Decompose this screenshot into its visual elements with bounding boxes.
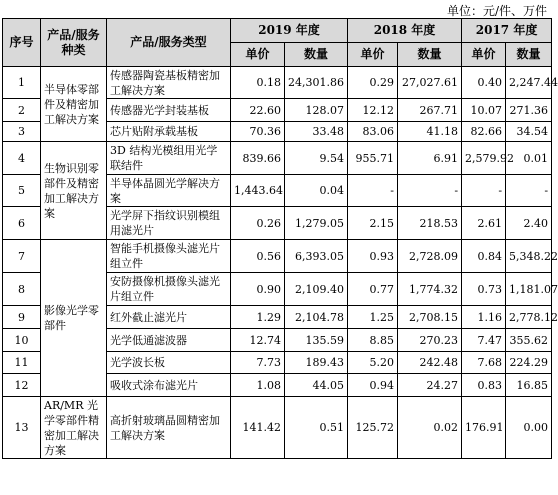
cell-seq: 13 <box>3 397 41 459</box>
cell-seq: 10 <box>3 329 41 352</box>
cell-qty-2017: 355.62 <box>506 329 552 352</box>
unit-note: 单位：元/件、万件 <box>446 4 547 18</box>
cell-qty-2018: 218.53 <box>398 207 462 240</box>
header-2017: 2017 年度 <box>462 19 552 43</box>
cell-price-2017: 7.68 <box>462 352 506 374</box>
cell-type: 芯片贴附承载基板 <box>107 122 231 142</box>
table-row <box>3 240 552 273</box>
cell-qty-2017: 0.01 <box>506 142 552 175</box>
category-cell: 半导体零部件及精密加工解决方案 <box>41 67 107 142</box>
cell-seq: 7 <box>3 240 41 273</box>
cell-price-2017: 82.66 <box>462 122 506 142</box>
cell-price-2018: 125.72 <box>348 397 398 459</box>
cell-qty-2017: - <box>506 175 552 207</box>
cell-qty-2017: 1,181.07 <box>506 273 552 306</box>
cell-type: 光学波长板 <box>107 352 231 374</box>
cell-seq: 9 <box>3 306 41 329</box>
cell-price-2018: 0.94 <box>348 374 398 397</box>
cell-price-2017: 1.16 <box>462 306 506 329</box>
cell-qty-2019: 44.05 <box>285 374 348 397</box>
cell-price-2019: 0.18 <box>231 67 285 99</box>
cell-type: 吸收式涂布滤光片 <box>107 374 231 397</box>
cell-qty-2017: 2,247.44 <box>506 67 552 99</box>
cell-price-2018: 2.15 <box>348 207 398 240</box>
cell-seq: 1 <box>3 67 41 99</box>
cell-price-2019: 22.60 <box>231 99 285 122</box>
cell-price-2017: 2,579.92 <box>462 142 506 175</box>
category-cell: AR/MR 光学零部件精密加工解决方案 <box>41 397 107 459</box>
cell-price-2018: 83.06 <box>348 122 398 142</box>
table-row <box>3 142 552 175</box>
cell-qty-2017: 16.85 <box>506 374 552 397</box>
cell-price-2017: 176.91 <box>462 397 506 459</box>
cell-price-2019: 1.08 <box>231 374 285 397</box>
cell-price-2017: 0.73 <box>462 273 506 306</box>
cell-qty-2017: 224.29 <box>506 352 552 374</box>
cell-qty-2018: 0.02 <box>398 397 462 459</box>
cell-price-2019: 0.56 <box>231 240 285 273</box>
cell-qty-2018: 1,774.32 <box>398 273 462 306</box>
cell-price-2018: 955.71 <box>348 142 398 175</box>
cell-price-2017: 2.61 <box>462 207 506 240</box>
cell-seq: 5 <box>3 175 41 207</box>
cell-qty-2018: 242.48 <box>398 352 462 374</box>
cell-qty-2019: 128.07 <box>285 99 348 122</box>
cell-price-2017: 0.40 <box>462 67 506 99</box>
category-cell: 生物识别零部件及精密加工解决方案 <box>41 142 107 240</box>
header-seq: 序号 <box>3 19 41 67</box>
cell-price-2019: 1,443.64 <box>231 175 285 207</box>
cell-qty-2019: 2,109.40 <box>285 273 348 306</box>
cell-type: 3D 结构光模组用光学联结件 <box>107 142 231 175</box>
cell-price-2018: 8.85 <box>348 329 398 352</box>
cell-qty-2017: 0.00 <box>506 397 552 459</box>
cell-seq: 6 <box>3 207 41 240</box>
cell-qty-2017: 2.40 <box>506 207 552 240</box>
cell-type: 高折射玻璃晶圆精密加工解决方案 <box>107 397 231 459</box>
cell-type: 光学低通滤波器 <box>107 329 231 352</box>
cell-qty-2019: 0.04 <box>285 175 348 207</box>
cell-type: 传感器陶瓷基板精密加工解决方案 <box>107 67 231 99</box>
cell-qty-2018: 41.18 <box>398 122 462 142</box>
cell-price-2018: 1.25 <box>348 306 398 329</box>
cell-price-2017: 7.47 <box>462 329 506 352</box>
cell-qty-2018: 267.71 <box>398 99 462 122</box>
header-qty-2018: 数量 <box>398 43 462 67</box>
cell-price-2019: 141.42 <box>231 397 285 459</box>
cell-qty-2017: 5,348.22 <box>506 240 552 273</box>
cell-price-2019: 12.74 <box>231 329 285 352</box>
cell-price-2019: 7.73 <box>231 352 285 374</box>
cell-price-2019: 1.29 <box>231 306 285 329</box>
cell-qty-2019: 1,279.05 <box>285 207 348 240</box>
cell-price-2017: 0.83 <box>462 374 506 397</box>
header-2019: 2019 年度 <box>231 19 348 43</box>
cell-qty-2019: 33.48 <box>285 122 348 142</box>
cell-price-2018: 0.77 <box>348 273 398 306</box>
cell-type: 安防摄像机摄像头滤光片组立件 <box>107 273 231 306</box>
cell-qty-2019: 135.59 <box>285 329 348 352</box>
cell-type: 红外截止滤光片 <box>107 306 231 329</box>
cell-price-2019: 839.66 <box>231 142 285 175</box>
cell-seq: 4 <box>3 142 41 175</box>
cell-qty-2018: 24.27 <box>398 374 462 397</box>
cell-price-2018: - <box>348 175 398 207</box>
cell-qty-2018: 2,728.09 <box>398 240 462 273</box>
cell-qty-2018: - <box>398 175 462 207</box>
cell-price-2017: 0.84 <box>462 240 506 273</box>
cell-type: 传感器光学封装基板 <box>107 99 231 122</box>
cell-qty-2019: 24,301.86 <box>285 67 348 99</box>
cell-price-2017: - <box>462 175 506 207</box>
header-price-2018: 单价 <box>348 43 398 67</box>
cell-seq: 3 <box>3 122 41 142</box>
cell-price-2019: 0.90 <box>231 273 285 306</box>
cell-price-2017: 10.07 <box>462 99 506 122</box>
table-row <box>3 67 552 99</box>
header-price-2017: 单价 <box>462 43 506 67</box>
cell-price-2018: 0.29 <box>348 67 398 99</box>
cell-type: 半导体晶圆光学解决方案 <box>107 175 231 207</box>
header-qty-2017: 数量 <box>506 43 552 67</box>
cell-qty-2019: 189.43 <box>285 352 348 374</box>
cell-price-2018: 5.20 <box>348 352 398 374</box>
header-type: 产品/服务类型 <box>107 19 231 67</box>
cell-qty-2018: 27,027.61 <box>398 67 462 99</box>
cell-price-2019: 70.36 <box>231 122 285 142</box>
cell-qty-2017: 34.54 <box>506 122 552 142</box>
cell-qty-2019: 9.54 <box>285 142 348 175</box>
cell-seq: 2 <box>3 99 41 122</box>
cell-type: 光学屏下指纹识别模组用滤光片 <box>107 207 231 240</box>
cell-qty-2017: 2,778.12 <box>506 306 552 329</box>
cell-qty-2019: 0.51 <box>285 397 348 459</box>
cell-price-2018: 12.12 <box>348 99 398 122</box>
table-row <box>3 397 552 459</box>
cell-type: 智能手机摄像头滤光片组立件 <box>107 240 231 273</box>
category-cell: 影像光学零部件 <box>41 240 107 397</box>
cell-price-2019: 0.26 <box>231 207 285 240</box>
cell-qty-2018: 6.91 <box>398 142 462 175</box>
cell-qty-2018: 2,708.15 <box>398 306 462 329</box>
header-qty-2019: 数量 <box>285 43 348 67</box>
cell-seq: 12 <box>3 374 41 397</box>
cell-price-2018: 0.93 <box>348 240 398 273</box>
cell-qty-2019: 2,104.78 <box>285 306 348 329</box>
cell-seq: 11 <box>3 352 41 374</box>
cell-qty-2018: 270.23 <box>398 329 462 352</box>
header-price-2019: 单价 <box>231 43 285 67</box>
price-quantity-table <box>2 18 558 459</box>
cell-seq: 8 <box>3 273 41 306</box>
header-2018: 2018 年度 <box>348 19 462 43</box>
cell-qty-2019: 6,393.05 <box>285 240 348 273</box>
header-category: 产品/服务种类 <box>41 19 107 67</box>
cell-qty-2017: 271.36 <box>506 99 552 122</box>
